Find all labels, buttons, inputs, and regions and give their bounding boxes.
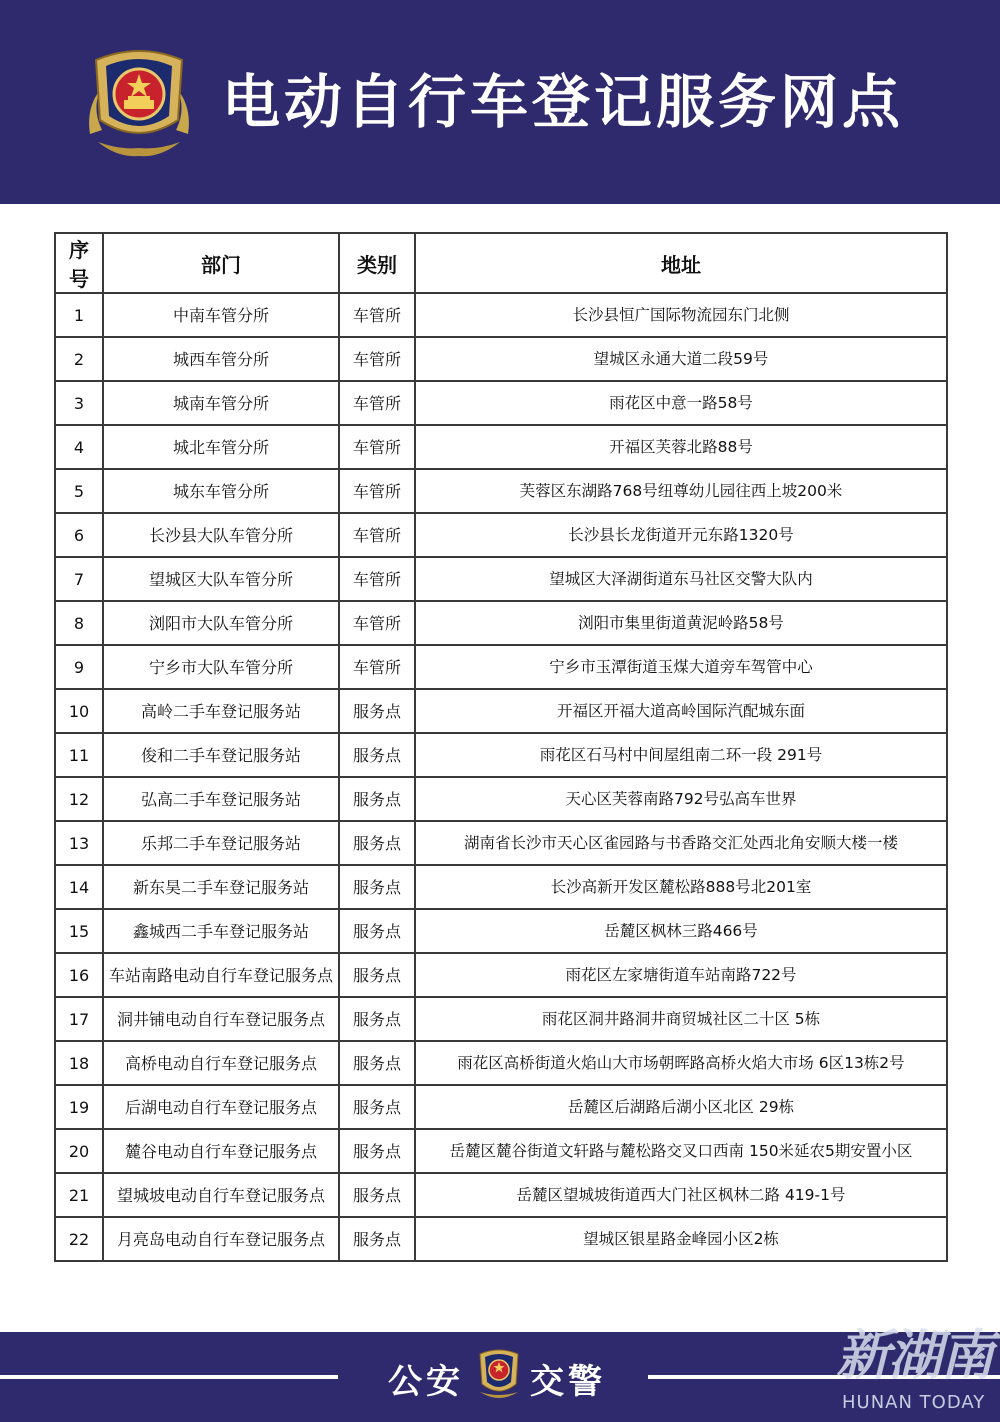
page-title: 电动自行车登记服务网点 xyxy=(222,68,905,136)
watermark-en: HUNAN TODAY xyxy=(842,1392,986,1413)
cell-address: 天心区芙蓉南路792号弘高车世界 xyxy=(415,777,947,821)
cell-department: 乐邦二手车登记服务站 xyxy=(103,821,339,865)
table-row xyxy=(55,293,947,337)
table-row xyxy=(55,469,947,513)
cell-address: 开福区芙蓉北路88号 xyxy=(415,425,947,469)
cell-department: 高岭二手车登记服务站 xyxy=(103,689,339,733)
cell-department: 车站南路电动自行车登记服务点 xyxy=(103,953,339,997)
header-department: 部门 xyxy=(103,233,339,293)
cell-department: 长沙县大队车管分所 xyxy=(103,513,339,557)
cell-index: 7 xyxy=(55,557,103,601)
cell-department: 中南车管分所 xyxy=(103,293,339,337)
cell-type: 车管所 xyxy=(339,425,415,469)
cell-index: 13 xyxy=(55,821,103,865)
cell-index: 10 xyxy=(55,689,103,733)
cell-department: 城东车管分所 xyxy=(103,469,339,513)
service-point-table xyxy=(54,232,948,1262)
cell-address: 浏阳市集里街道黄泥岭路58号 xyxy=(415,601,947,645)
cell-type: 车管所 xyxy=(339,381,415,425)
cell-address: 雨花区左家塘街道车站南路722号 xyxy=(415,953,947,997)
cell-index: 14 xyxy=(55,865,103,909)
cell-department: 望城区大队车管分所 xyxy=(103,557,339,601)
cell-index: 2 xyxy=(55,337,103,381)
cell-department: 弘高二手车登记服务站 xyxy=(103,777,339,821)
cell-address: 望城区永通大道二段59号 xyxy=(415,337,947,381)
table-row xyxy=(55,865,947,909)
table-row xyxy=(55,909,947,953)
cell-type: 服务点 xyxy=(339,997,415,1041)
table-row xyxy=(55,777,947,821)
table-body xyxy=(55,293,947,1261)
cell-department: 城西车管分所 xyxy=(103,337,339,381)
cell-department: 后湖电动自行车登记服务点 xyxy=(103,1085,339,1129)
table-row xyxy=(55,1217,947,1261)
cell-department: 望城坡电动自行车登记服务点 xyxy=(103,1173,339,1217)
table-row xyxy=(55,997,947,1041)
cell-type: 服务点 xyxy=(339,1129,415,1173)
cell-address: 岳麓区后湖路后湖小区北区 29栋 xyxy=(415,1085,947,1129)
table-row xyxy=(55,645,947,689)
cell-index: 12 xyxy=(55,777,103,821)
cell-type: 车管所 xyxy=(339,513,415,557)
hunan-today-watermark xyxy=(836,1322,996,1418)
cell-address: 开福区开福大道高岭国际汽配城东面 xyxy=(415,689,947,733)
cell-department: 高桥电动自行车登记服务点 xyxy=(103,1041,339,1085)
header-band xyxy=(0,0,1000,204)
cell-index: 9 xyxy=(55,645,103,689)
table-row xyxy=(55,733,947,777)
cell-department: 麓谷电动自行车登记服务点 xyxy=(103,1129,339,1173)
cell-type: 车管所 xyxy=(339,645,415,689)
table-header-row xyxy=(55,233,947,293)
cell-index: 22 xyxy=(55,1217,103,1261)
cell-index: 19 xyxy=(55,1085,103,1129)
cell-type: 服务点 xyxy=(339,689,415,733)
table-row xyxy=(55,1085,947,1129)
cell-type: 车管所 xyxy=(339,293,415,337)
cell-type: 服务点 xyxy=(339,1217,415,1261)
cell-index: 18 xyxy=(55,1041,103,1085)
cell-index: 17 xyxy=(55,997,103,1041)
cell-address: 雨花区洞井路洞井商贸城社区二十区 5栋 xyxy=(415,997,947,1041)
cell-department: 新东昊二手车登记服务站 xyxy=(103,865,339,909)
footer-text-traffic-police: 交警 xyxy=(530,1362,606,1402)
header-address: 地址 xyxy=(415,233,947,293)
table-row xyxy=(55,1129,947,1173)
table-row xyxy=(55,1041,947,1085)
footer-police-emblem-icon xyxy=(474,1344,524,1404)
cell-type: 服务点 xyxy=(339,865,415,909)
table-row xyxy=(55,425,947,469)
cell-type: 服务点 xyxy=(339,1085,415,1129)
cell-department: 鑫城西二手车登记服务站 xyxy=(103,909,339,953)
cell-index: 15 xyxy=(55,909,103,953)
cell-department: 浏阳市大队车管分所 xyxy=(103,601,339,645)
cell-department: 月亮岛电动自行车登记服务点 xyxy=(103,1217,339,1261)
cell-address: 湖南省长沙市天心区雀园路与书香路交汇处西北角安顺大楼一楼 xyxy=(415,821,947,865)
cell-type: 车管所 xyxy=(339,557,415,601)
cell-type: 车管所 xyxy=(339,601,415,645)
cell-type: 服务点 xyxy=(339,777,415,821)
cell-address: 雨花区石马村中间屋组南二环一段 291号 xyxy=(415,733,947,777)
cell-index: 1 xyxy=(55,293,103,337)
cell-index: 11 xyxy=(55,733,103,777)
cell-index: 8 xyxy=(55,601,103,645)
cell-address: 岳麓区望城坡街道西大门社区枫林二路 419-1号 xyxy=(415,1173,947,1217)
cell-department: 城南车管分所 xyxy=(103,381,339,425)
cell-address: 雨花区中意一路58号 xyxy=(415,381,947,425)
cell-index: 16 xyxy=(55,953,103,997)
table-row xyxy=(55,337,947,381)
cell-type: 服务点 xyxy=(339,1041,415,1085)
cell-department: 城北车管分所 xyxy=(103,425,339,469)
cell-address: 岳麓区麓谷街道文轩路与麓松路交叉口西南 150米延农5期安置小区 xyxy=(415,1129,947,1173)
table-row xyxy=(55,821,947,865)
footer-text-public-security: 公安 xyxy=(388,1362,464,1402)
cell-type: 车管所 xyxy=(339,337,415,381)
cell-address: 芙蓉区东湖路768号纽尊幼儿园往西上坡200米 xyxy=(415,469,947,513)
table-row xyxy=(55,601,947,645)
cell-address: 雨花区高桥街道火焰山大市场朝晖路高桥火焰大市场 6区13栋2号 xyxy=(415,1041,947,1085)
cell-index: 21 xyxy=(55,1173,103,1217)
cell-address: 长沙县长龙街道开元东路1320号 xyxy=(415,513,947,557)
cell-index: 6 xyxy=(55,513,103,557)
table-row xyxy=(55,381,947,425)
cell-type: 车管所 xyxy=(339,469,415,513)
table-row xyxy=(55,557,947,601)
cell-index: 5 xyxy=(55,469,103,513)
cell-index: 20 xyxy=(55,1129,103,1173)
police-emblem-icon xyxy=(78,38,200,162)
footer-divider-left xyxy=(0,1375,338,1379)
cell-type: 服务点 xyxy=(339,953,415,997)
cell-type: 服务点 xyxy=(339,909,415,953)
table-row xyxy=(55,689,947,733)
watermark-cn: 新湖南 xyxy=(836,1323,992,1387)
cell-address: 望城区银星路金峰园小区2栋 xyxy=(415,1217,947,1261)
cell-type: 服务点 xyxy=(339,821,415,865)
service-point-table-container xyxy=(54,232,946,1262)
cell-type: 服务点 xyxy=(339,1173,415,1217)
cell-index: 4 xyxy=(55,425,103,469)
cell-department: 洞井铺电动自行车登记服务点 xyxy=(103,997,339,1041)
cell-address: 望城区大泽湖街道东马社区交警大队内 xyxy=(415,557,947,601)
cell-address: 岳麓区枫林三路466号 xyxy=(415,909,947,953)
cell-index: 3 xyxy=(55,381,103,425)
cell-department: 俊和二手车登记服务站 xyxy=(103,733,339,777)
table-row xyxy=(55,953,947,997)
cell-department: 宁乡市大队车管分所 xyxy=(103,645,339,689)
cell-type: 服务点 xyxy=(339,733,415,777)
table-row xyxy=(55,513,947,557)
cell-address: 长沙高新开发区麓松路888号北201室 xyxy=(415,865,947,909)
table-row xyxy=(55,1173,947,1217)
cell-address: 长沙县恒广国际物流园东门北侧 xyxy=(415,293,947,337)
header-type: 类别 xyxy=(339,233,415,293)
cell-address: 宁乡市玉潭街道玉煤大道旁车驾管中心 xyxy=(415,645,947,689)
header-index: 序号 xyxy=(55,233,103,293)
